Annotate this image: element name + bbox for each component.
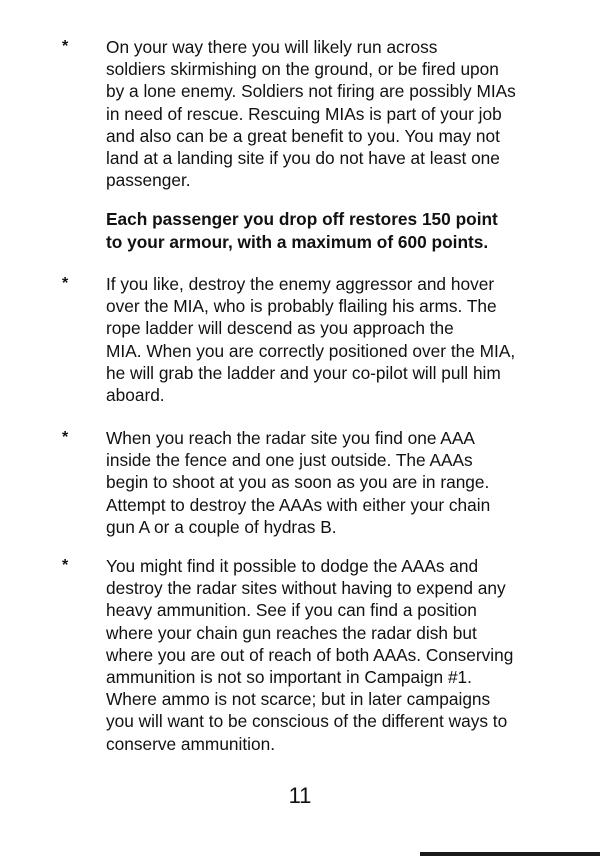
text-line: inside the fence and one just outside. The AAAs [106, 450, 473, 471]
text-line: begin to shoot at you as soon as you are in range. [106, 472, 490, 493]
text-line: by a lone enemy. Soldiers not firing are possibly MIAs [106, 81, 516, 102]
text-line: where you are out of reach of both AAAs. Conserving [106, 644, 514, 665]
text-line: aboard. [106, 385, 165, 406]
text-line: in need of rescue. Rescuing MIAs is part of your job [106, 103, 502, 124]
text-line: If you like, destroy the enemy aggressor and hover [106, 274, 495, 294]
text-line: MIA. When you are correctly positioned over the MIA, [106, 340, 516, 361]
page-number: 11 [288, 783, 312, 808]
bullet-marker: * [62, 275, 69, 292]
text-line: You might find it possible to dodge the AAAs and [106, 556, 479, 576]
text-line: heavy ammunition. See if you can find a position [106, 600, 477, 621]
text-line: Where ammo is not scarce; but in later campaigns [106, 689, 491, 710]
paragraph-text [106, 36, 546, 191]
text-line: Attempt to destroy the AAAs with either your chain [106, 494, 491, 515]
text-line: where your chain gun reaches the radar dish but [106, 622, 477, 643]
text-line: When you reach the radar site you find one AAA [106, 428, 475, 448]
paragraph-text [106, 427, 546, 538]
text-line: destroy the radar sites without having to expend any [106, 578, 506, 599]
bullet-marker: * [62, 38, 69, 55]
text-line: conserve ammunition. [106, 733, 276, 754]
text-line: land at a landing site if you do not have at least one [106, 148, 500, 169]
paragraph-text [106, 555, 546, 755]
text-line: he will grab the ladder and your co-pilot will pull him [106, 362, 501, 383]
text-line: over the MIA, who is probably flailing his arms. The [106, 296, 497, 317]
text-line: and also can be a great benefit to you. You may not [106, 125, 500, 146]
text-line: soldiers skirmishing on the ground, or be fired upon [106, 59, 499, 80]
text-line: gun A or a couple of hydras B. [106, 516, 337, 537]
text-line: rope ladder will descend as you approach the [106, 318, 454, 339]
text-line: ammunition is not so important in Campaign #1. [106, 667, 472, 688]
text-line: Each passenger you drop off restores 150 point [106, 209, 498, 229]
paragraph-text [106, 273, 546, 406]
text-line: to your armour, with a maximum of 600 points. [106, 231, 489, 252]
text-line: you will want to be conscious of the different ways to [106, 711, 508, 732]
text-line: passenger. [106, 170, 191, 191]
text-line: On your way there you will likely run across [106, 37, 438, 57]
bullet-marker: * [62, 429, 69, 446]
scan-edge-artifact [420, 852, 600, 856]
bullet-marker: * [62, 557, 69, 574]
bold-note [106, 208, 546, 253]
